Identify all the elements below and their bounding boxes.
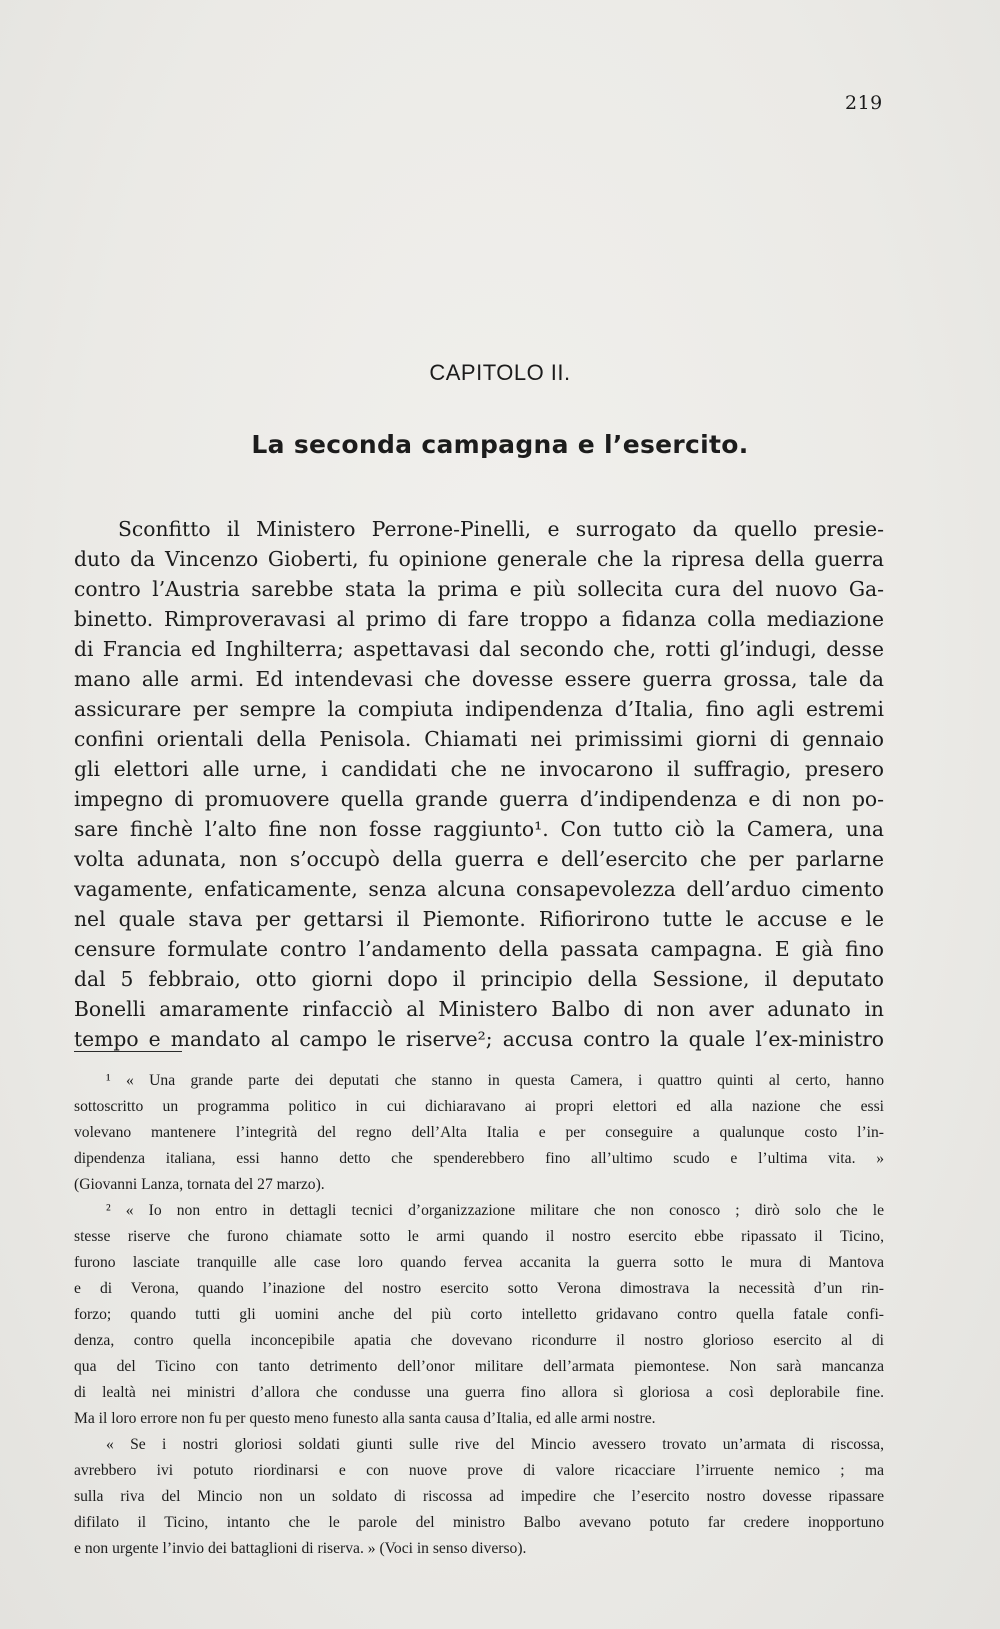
text-line: sare finchè l’alto fine non fosse raggiunto¹. Con tutto ciò la Camera, una: [74, 817, 884, 841]
footnote-line: denza, contro quella inconcepibile apatia che dovevano ricondurre il nostro glorioso esercito al di: [74, 1332, 884, 1349]
footnote-line: stesse riserve che furono chiamate sotto le armi quando il nostro esercito ebbe ripassato il Ticino,: [74, 1228, 884, 1245]
footnote-line: furono lasciate tranquille alle case loro quando fervea accanita la guerra sotto le mura di Mantova: [74, 1254, 884, 1271]
footnote-separator: [74, 1051, 182, 1052]
text-line: censure formulate contro l’andamento della passata campagna. E già fino: [74, 937, 884, 961]
text-line: Sconfitto il Ministero Perrone-Pinelli, e surrogato da quello presie-: [118, 517, 884, 541]
footnote-line: ² « Io non entro in dettagli tecnici d’organizzazione militare che non conosco ; dirò solo che le: [106, 1202, 884, 1219]
footnote-line: volevano mantenere l’integrità del regno dell’Alta Italia e per conseguire a qualunque costo l’in-: [74, 1124, 884, 1141]
footnotes: [74, 1068, 884, 1562]
text-line: duto da Vincenzo Gioberti, fu opinione generale che la ripresa della guerra: [74, 547, 884, 571]
text-line: Bonelli amaramente rinfacciò al Ministero Balbo di non aver adunato in: [74, 997, 884, 1021]
footnote-line: sulla riva del Mincio non un soldato di riscossa ad impedire che l’esercito nostro dovesse ripassare: [74, 1488, 884, 1505]
footnote-line: Ma il loro errore non fu per questo meno funesto alla santa causa d’Italia, ed alle armi nostre.: [74, 1410, 656, 1427]
footnote-line: di lealtà nei ministri d’allora che condusse una guerra fino allora sì gloriosa a così deplorabile fine.: [74, 1384, 884, 1401]
footnote-line: avrebbero ivi potuto riordinarsi e con nuove prove di valore ricacciare l’irruente nemico ; ma: [74, 1462, 884, 1479]
chapter-title: La seconda campagna e l’esercito.: [251, 430, 749, 459]
text-line: di Francia ed Inghilterra; aspettavasi dal secondo che, rotti gl’indugi, desse: [74, 637, 884, 661]
footnote-line: dipendenza italiana, essi hanno detto che spenderebbero fino all’ultimo scudo e l’ultima vita. »: [74, 1150, 884, 1167]
text-line: dal 5 febbraio, otto giorni dopo il principio della Sessione, il deputato: [74, 967, 884, 991]
text-line: gli elettori alle urne, i candidati che ne invocarono il suffragio, presero: [74, 757, 884, 781]
text-line: vagamente, enfaticamente, senza alcuna consapevolezza dell’arduo cimento: [74, 877, 884, 901]
footnote-line: difilato il Ticino, intanto che le parole del ministro Balbo avevano potuto far credere inopportuno: [74, 1514, 884, 1531]
footnote-line: sottoscritto un programma politico in cui dichiaravano ai propri elettori ed alla nazione che essi: [74, 1098, 884, 1115]
footnote-line: e non urgente l’invio dei battaglioni di riserva. » (Voci in senso diverso).: [74, 1540, 527, 1557]
main-text: [74, 514, 884, 1054]
text-line: assicurare per sempre la compiuta indipendenza d’Italia, fino agli estremi: [74, 697, 884, 721]
text-line: nel quale stava per gettarsi il Piemonte. Rifiorirono tutte le accuse e le: [74, 907, 884, 931]
text-line: contro l’Austria sarebbe stata la prima e più sollecita cura del nuovo Ga-: [74, 577, 884, 601]
text-line: confini orientali della Penisola. Chiamati nei primissimi giorni di gennaio: [74, 727, 884, 751]
text-line: tempo e mandato al campo le riserve²; accusa contro la quale l’ex-ministro: [74, 1027, 884, 1051]
footnote-line: qua del Ticino con tanto detrimento dell’onor militare dell’armata piemontese. Non sarà mancanza: [74, 1358, 884, 1375]
text-line: volta adunata, non s’occupò della guerra e dell’esercito che per parlarne: [74, 847, 884, 871]
page-number: 219: [845, 92, 883, 114]
footnote-line: « Se i nostri gloriosi soldati giunti sulle rive del Mincio avessero trovato un’armata di riscossa,: [106, 1436, 884, 1453]
footnote-line: forzo; quando tutti gli uomini anche del più corto intelletto gridavano contro quella fatale confi-: [74, 1306, 884, 1323]
text-line: mano alle armi. Ed intendevasi che dovesse essere guerra grossa, tale da: [74, 667, 884, 691]
footnote-line: e di Verona, quando l’inazione del nostro esercito sotto Verona dimostrava la necessità d’un rin-: [74, 1280, 884, 1297]
chapter-heading: CAPITOLO II.: [429, 360, 571, 385]
footnote-line: (Giovanni Lanza, tornata del 27 marzo).: [74, 1176, 325, 1193]
text-line: binetto. Rimproveravasi al primo di fare troppo a fidanza colla mediazione: [74, 607, 884, 631]
footnote-line: ¹ « Una grande parte dei deputati che stanno in questa Camera, i quattro quinti al certo, hanno: [106, 1072, 884, 1089]
text-line: impegno di promuovere quella grande guerra d’indipendenza e di non po-: [74, 787, 884, 811]
